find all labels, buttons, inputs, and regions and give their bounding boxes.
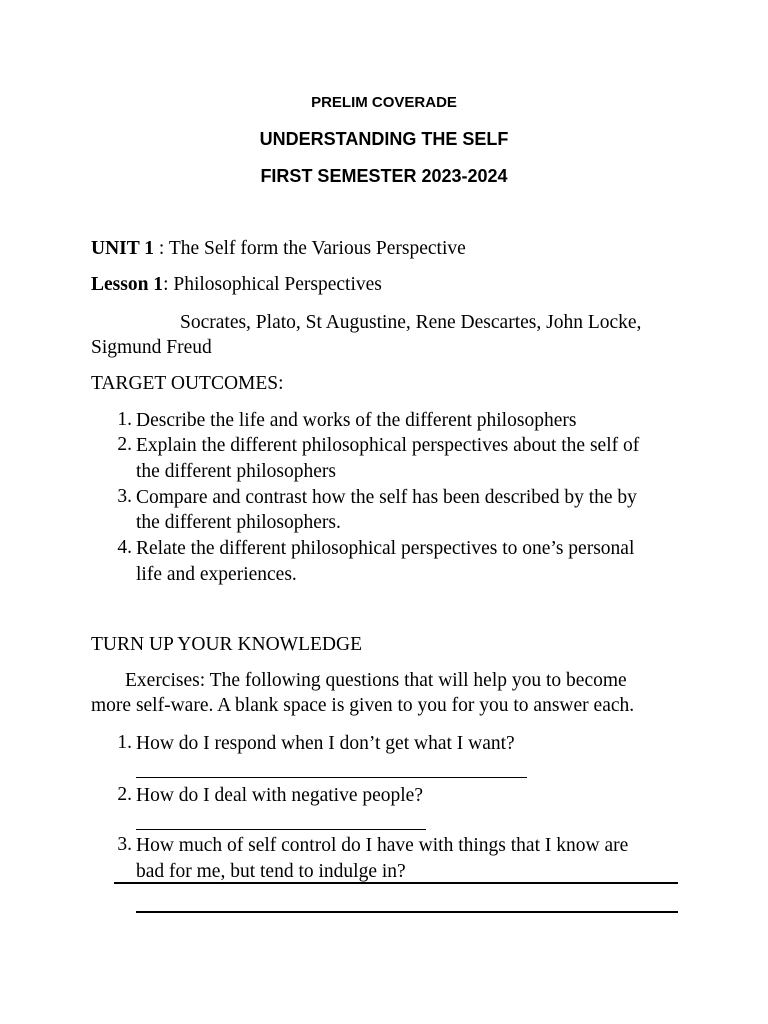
list-item-text: the different philosophers. [136, 512, 341, 533]
target-outcomes-title: TARGET OUTCOMES: [91, 373, 284, 394]
philosophers-line-2: Sigmund Freud [91, 337, 212, 358]
lesson-label: Lesson 1 [91, 274, 164, 295]
document-title: UNDERSTANDING THE SELF [259, 129, 509, 149]
question-number: 2. [117, 784, 132, 805]
list-item-text: life and experiences. [136, 564, 297, 585]
answer-blank-line[interactable] [114, 882, 678, 884]
list-item-text: the different philosophers [136, 461, 337, 482]
list-item-number: 3. [117, 486, 132, 507]
knowledge-title: TURN UP YOUR KNOWLEDGE [91, 634, 362, 655]
list-item-text: Compare and contrast how the self has been described by the by [136, 487, 637, 508]
unit-text: : The Self form the Various Perspective [154, 238, 466, 259]
exercises-intro-line-2: more self-ware. A blank space is given to you for you to answer each. [91, 695, 635, 716]
philosophers-line-1: Socrates, Plato, St Augustine, Rene Descartes, John Locke, [180, 312, 642, 333]
question-number: 3. [117, 834, 132, 855]
question-text: bad for me, but tend to indulge in? [136, 861, 406, 882]
semester-label: FIRST SEMESTER 2023-2024 [260, 166, 508, 186]
unit-label: UNIT 1 [91, 238, 155, 259]
exercises-intro-line-1: Exercises: The following questions that will help you to become [125, 670, 627, 691]
question-text: How much of self control do I have with things that I know are [136, 835, 629, 856]
lesson-text: : Philosophical Perspectives [163, 274, 382, 295]
list-item-number: 4. [117, 537, 132, 558]
answer-blank-line[interactable] [136, 911, 678, 913]
list-item-number: 2. [117, 434, 132, 455]
question-text: How do I respond when I don’t get what I want? [136, 733, 515, 754]
list-item-text: Relate the different philosophical perspectives to one’s personal [136, 538, 635, 559]
document-header-prelim: PRELIM COVERADE [311, 94, 457, 111]
list-item-number: 1. [117, 409, 132, 430]
lesson-heading [91, 273, 382, 297]
list-item-text: Describe the life and works of the different philosophers [136, 410, 577, 431]
question-text: How do I deal with negative people? [136, 785, 423, 806]
list-item-text: Explain the different philosophical perspectives about the self of [136, 435, 640, 456]
unit-heading [91, 237, 466, 261]
question-number: 1. [117, 732, 132, 753]
answer-blank-line[interactable] [136, 777, 527, 778]
answer-blank-line[interactable] [136, 829, 426, 830]
